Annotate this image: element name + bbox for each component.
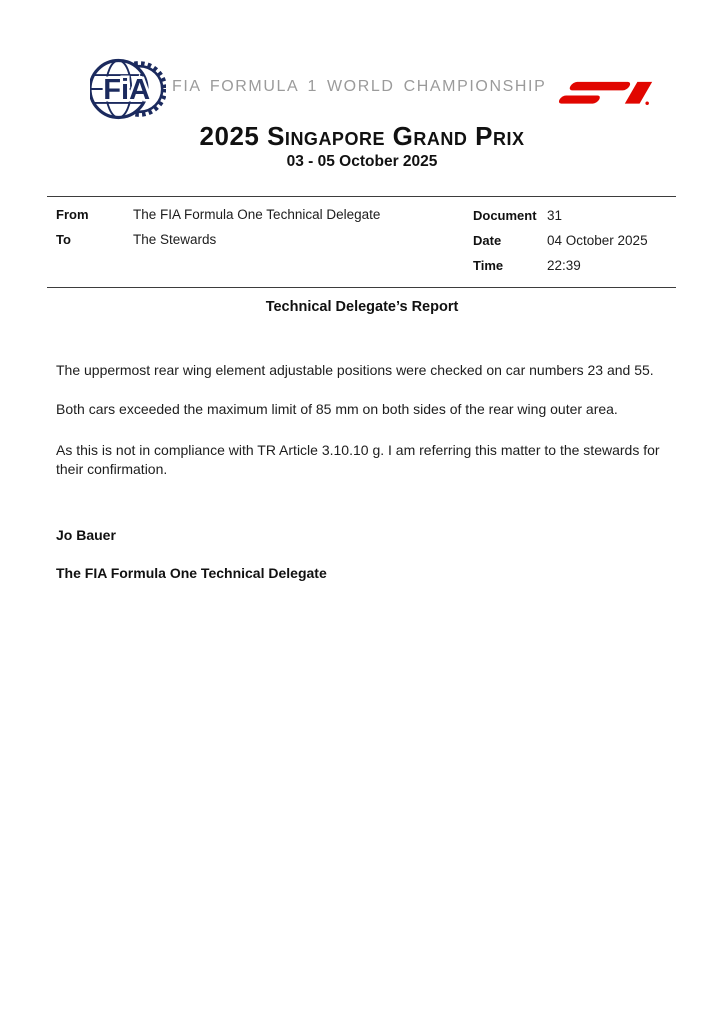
document-number-value: 31 [547, 208, 563, 223]
signature-title: The FIA Formula One Technical Delegate [56, 565, 327, 581]
time-value: 22:39 [547, 258, 581, 273]
event-title: 2025 Singapore Grand Prix [199, 121, 525, 151]
championship-title: FIA FORMULA 1 WORLD CHAMPIONSHIP [172, 78, 547, 95]
document-number-label: Document [473, 208, 537, 223]
fia-logo-text: FiA [103, 74, 151, 107]
report-paragraph: As this is not in compliance with TR Article 3.10.10 g. I am referring this matter to the stewards for their confirmation. [56, 442, 660, 477]
f1-logo-icon [550, 77, 653, 110]
from-label: From [56, 207, 89, 222]
divider-top [47, 196, 676, 197]
report-heading: Technical Delegate’s Report [265, 299, 459, 315]
report-paragraph: Both cars exceeded the maximum limit of 85 mm on both sides of the rear wing outer area. [56, 401, 618, 417]
date-value: 04 October 2025 [547, 233, 648, 248]
from-value: The FIA Formula One Technical Delegate [133, 207, 381, 222]
fia-logo-icon [90, 56, 166, 122]
to-value: The Stewards [133, 232, 217, 247]
date-label: Date [473, 233, 502, 248]
signature-name: Jo Bauer [56, 527, 116, 543]
time-label: Time [473, 258, 504, 273]
divider-bottom [47, 287, 676, 288]
event-dates: 03 - 05 October 2025 [286, 153, 438, 170]
to-label: To [56, 232, 71, 247]
report-paragraph: The uppermost rear wing element adjustable positions were checked on car numbers 23 and 55. [56, 362, 654, 378]
